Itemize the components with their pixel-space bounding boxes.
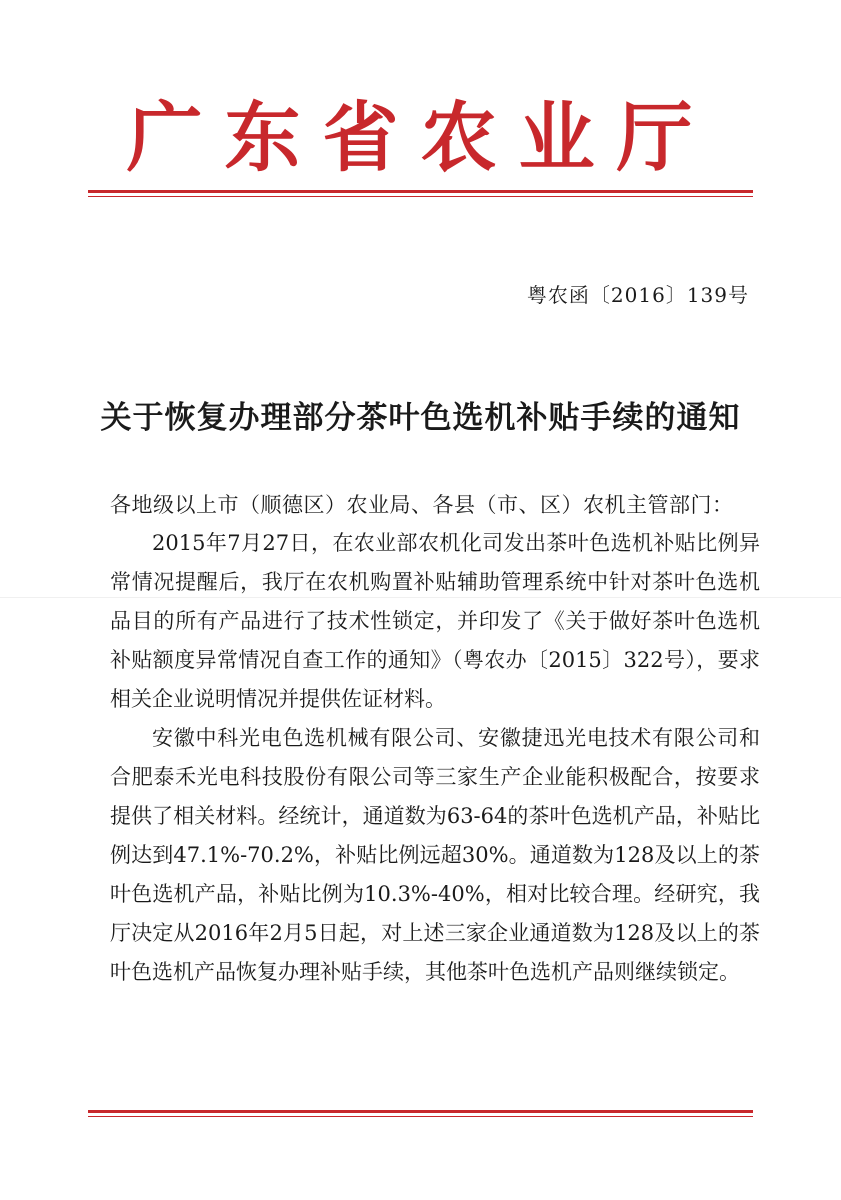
paper-fold-line <box>0 597 841 598</box>
masthead-divider-thick <box>88 190 753 193</box>
document-title: 关于恢复办理部分茶叶色选机补贴手续的通知 <box>100 400 741 436</box>
footer-divider-thin <box>88 1116 753 1117</box>
body-paragraph-1: 2015年7月27日，在农业部农机化司发出茶叶色选机补贴比例异常情况提醒后，我厅在农机购置补贴辅助管理系统中针对茶叶色选机品目的所有产品进行了技术性锁定，并印发了《关于做好茶叶色选机补贴额度异常情况自查工作的通知》（粤农办〔2015〕322号），要求相关企业说明情况并提供佐证材料。 <box>110 531 760 711</box>
document-body <box>110 524 760 992</box>
body-paragraph-2: 安徽中科光电色选机械有限公司、安徽捷迅光电技术有限公司和合肥泰禾光电科技股份有限公司等三家生产企业能积极配合，按要求提供了相关材料。经统计，通道数为63-64的茶叶色选机产品，补贴比例达到47.1%-70.2%，补贴比例远超30%。通道数为128及以上的茶叶色选机产品，补贴比例为10.3%-40%，相对比较合理。经研究，我厅决定从2016年2月5日起，对上述三家企业通道数为128及以上的茶叶色选机产品恢复办理补贴手续，其他茶叶色选机产品则继续锁定。 <box>110 726 760 984</box>
footer-divider-thick <box>88 1110 753 1113</box>
masthead-divider-thin <box>88 196 753 197</box>
document-number: 粤农函〔2016〕139号 <box>526 283 749 307</box>
agency-masthead: 广东省农业厅 <box>126 93 715 182</box>
recipient-line: 各地级以上市（顺德区）农业局、各县（市、区）农机主管部门： <box>110 493 734 517</box>
